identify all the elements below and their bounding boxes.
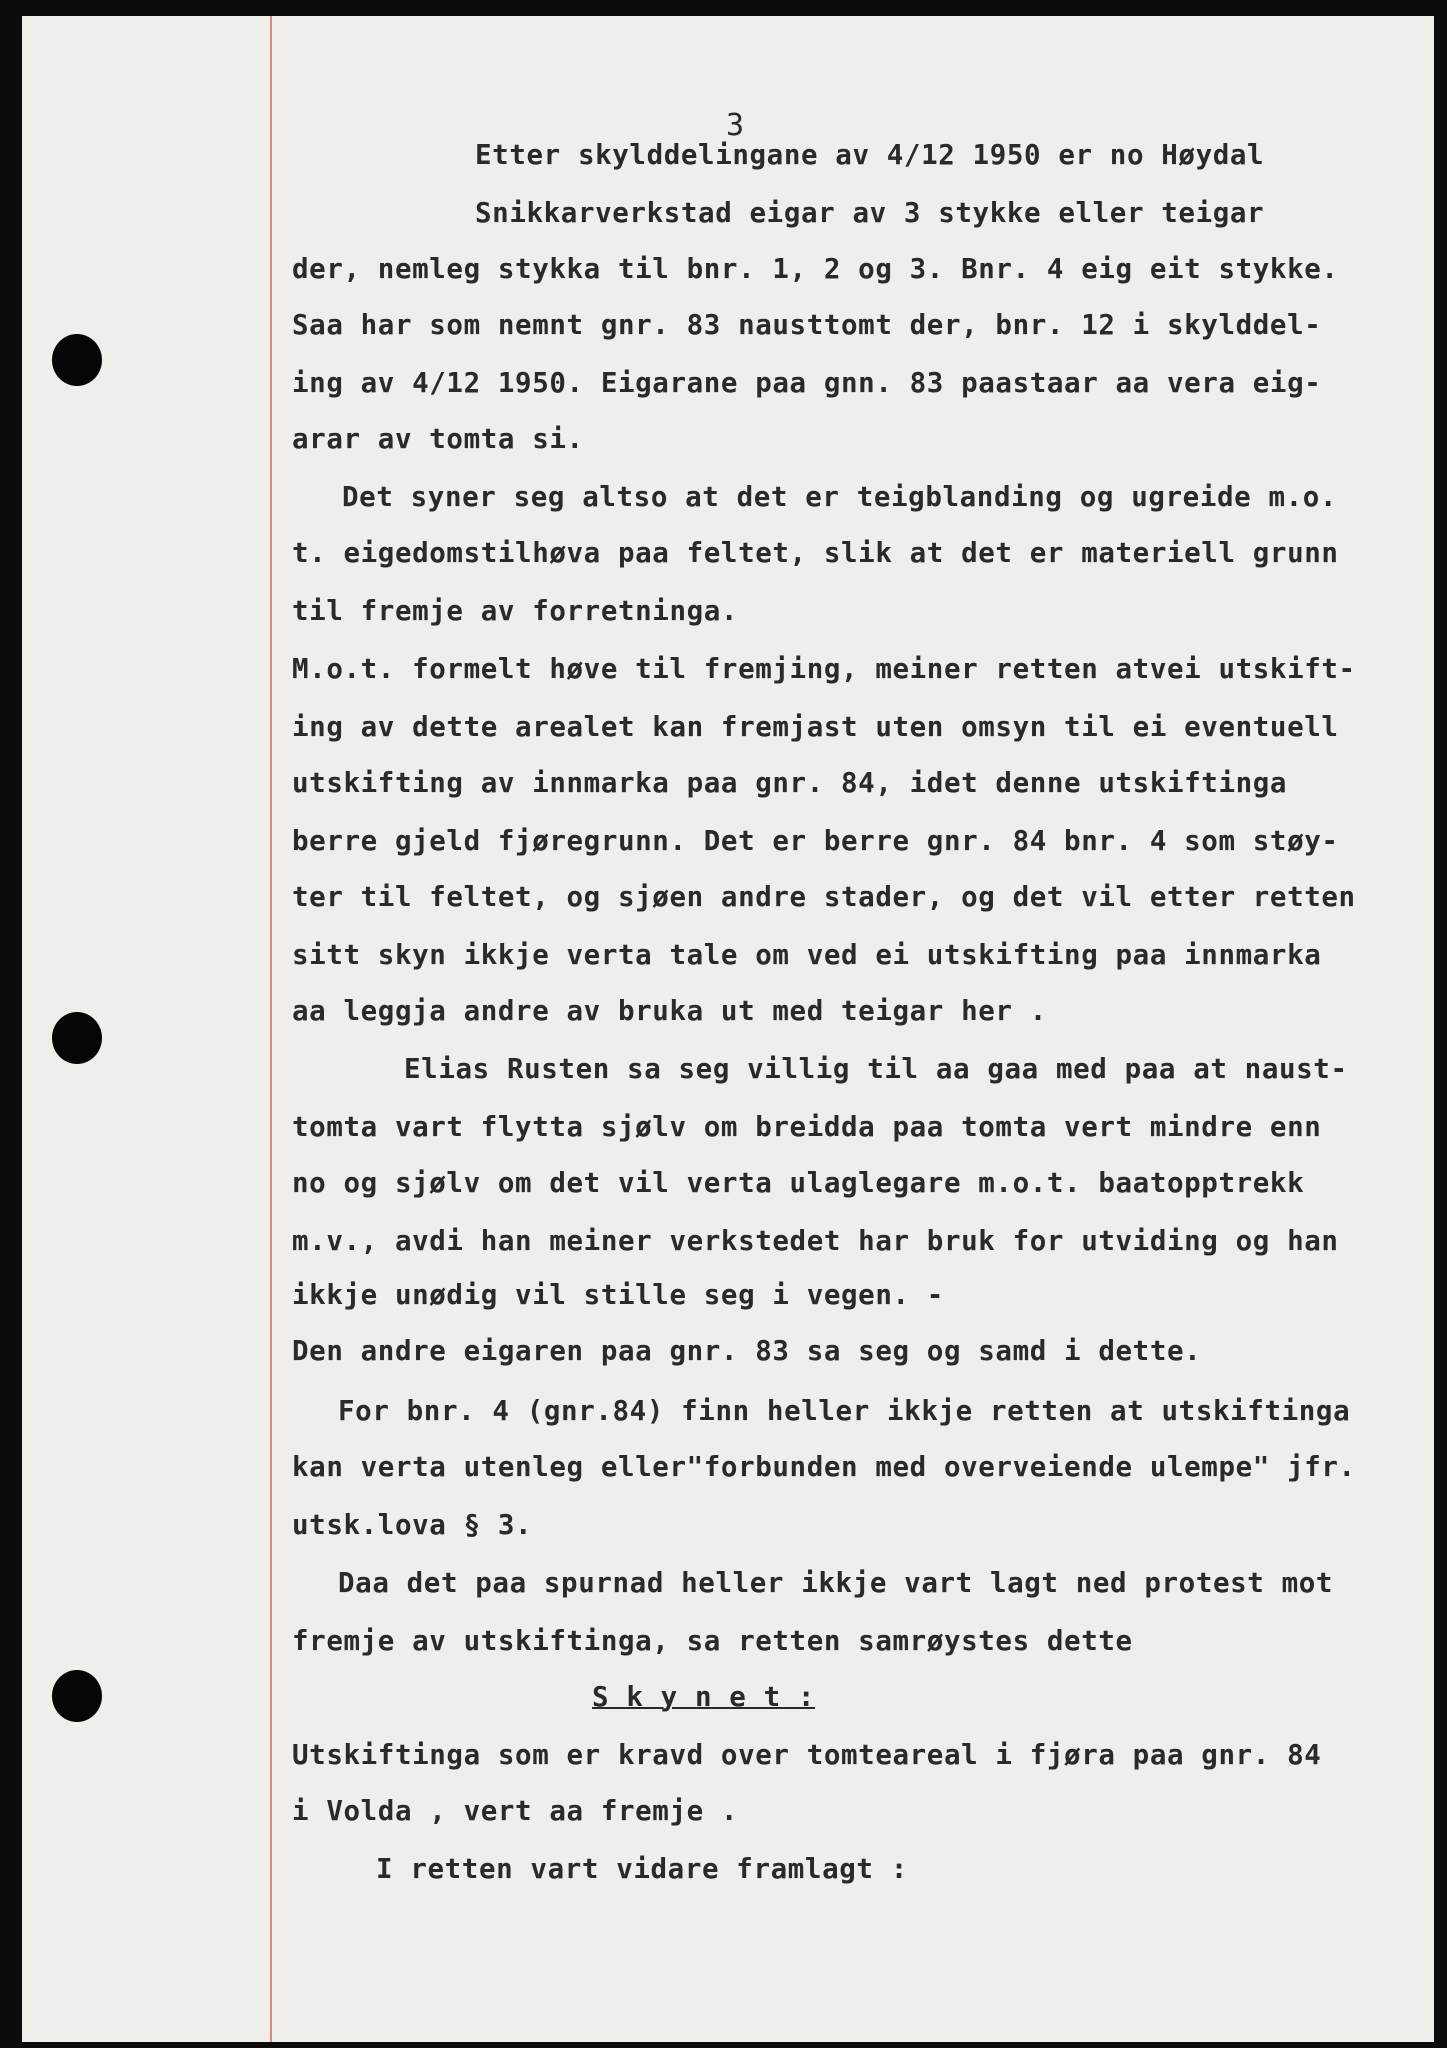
text-line: Elias Rusten sa seg villig til aa gaa med paa at naust- (404, 1053, 1348, 1085)
text-line: i Volda , vert aa fremje . (292, 1795, 739, 1827)
text-line: sitt skyn ikkje verta tale om ved ei utskifting paa innmarka (292, 939, 1322, 971)
text-line: kan verta utenleg eller"forbunden med overveiende ulempe" jfr. (292, 1451, 1356, 1483)
punch-hole (52, 334, 102, 386)
text-line: berre gjeld fjøregrunn. Det er berre gnr. 84 bnr. 4 som støy- (292, 825, 1339, 857)
text-line: Saa har som nemnt gnr. 83 nausttomt der, bnr. 12 i skylddel- (292, 309, 1322, 341)
text-line: t. eigedomstilhøva paa feltet, slik at det er materiell grunn (292, 537, 1339, 569)
text-line: Snikkarverkstad eigar av 3 stykke eller teigar (475, 197, 1265, 229)
margin-rule (270, 16, 272, 2042)
text-line: utsk.lova § 3. (292, 1509, 533, 1541)
text-line: Den andre eigaren paa gnr. 83 sa seg og samd i dette. (292, 1335, 1202, 1367)
document-page (22, 16, 1434, 2042)
text-line: til fremje av forretninga. (292, 595, 739, 627)
section-heading: S k y n e t : (592, 1681, 816, 1713)
text-line: arar av tomta si. (292, 423, 584, 455)
punch-hole (52, 1012, 102, 1064)
text-line: Daa det paa spurnad heller ikkje vart lagt ned protest mot (338, 1567, 1334, 1599)
text-line: Det syner seg altso at det er teigblanding og ugreide m.o. (342, 481, 1338, 513)
text-line: ter til feltet, og sjøen andre stader, og det vil etter retten (292, 881, 1356, 913)
page-number: 3 (726, 108, 745, 143)
punch-hole (52, 1670, 102, 1722)
text-line: ikkje unødig vil stille seg i vegen. - (292, 1279, 944, 1311)
text-line: ing av dette arealet kan fremjast uten omsyn til ei eventuell (292, 711, 1339, 743)
text-line: der, nemleg stykka til bnr. 1, 2 og 3. Bnr. 4 eig eit stykke. (292, 253, 1339, 285)
text-line: fremje av utskiftinga, sa retten samrøystes dette (292, 1625, 1133, 1657)
text-line: I retten vart vidare framlagt : (376, 1853, 908, 1885)
text-line: tomta vart flytta sjølv om breidda paa tomta vert mindre enn (292, 1111, 1322, 1143)
text-line: no og sjølv om det vil verta ulaglegare m.o.t. baatopptrekk (292, 1167, 1305, 1199)
text-line: m.v., avdi han meiner verkstedet har bruk for utviding og han (292, 1225, 1339, 1257)
text-line: For bnr. 4 (gnr.84) finn heller ikkje retten at utskiftinga (338, 1395, 1351, 1427)
text-line: ing av 4/12 1950. Eigarane paa gnn. 83 paastaar aa vera eig- (292, 367, 1322, 399)
text-line: Etter skylddelingane av 4/12 1950 er no Høydal (475, 139, 1265, 171)
text-line: aa leggja andre av bruka ut med teigar her . (292, 995, 1047, 1027)
text-line: utskifting av innmarka paa gnr. 84, idet denne utskiftinga (292, 767, 1288, 799)
text-line: M.o.t. formelt høve til fremjing, meiner retten atvei utskift- (292, 653, 1356, 685)
text-line: Utskiftinga som er kravd over tomteareal i fjøra paa gnr. 84 (292, 1739, 1322, 1771)
